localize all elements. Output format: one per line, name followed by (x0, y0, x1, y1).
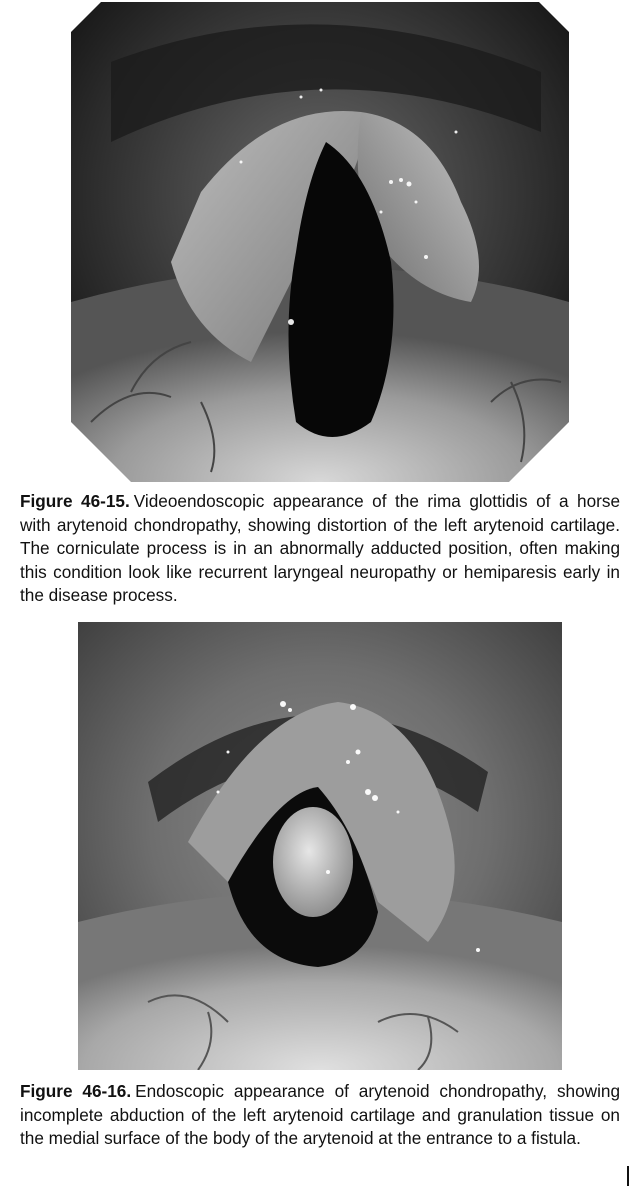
figure-caption (20, 1080, 620, 1151)
endoscopic-photo-figure-46-15 (71, 2, 569, 482)
figure-caption (20, 490, 620, 608)
margin-mark (627, 1166, 629, 1186)
caption-text: Videoendoscopic appearance of the rima glottidis of a horse with arytenoid chondropathy, showing distortion of the left arytenoid cartilage. The corniculate process is in an abnormally adducted position, often making this condition look like recurrent laryngeal neuropathy or hemiparesis early in the disease process. (20, 491, 620, 605)
endoscopic-photo-figure-46-16 (78, 622, 562, 1070)
figure-label: Figure 46-15. (20, 491, 130, 511)
larynx-endoscopy-image (71, 2, 569, 482)
caption-text: Endoscopic appearance of arytenoid chondropathy, showing incomplete abduction of the left arytenoid cartilage and granulation tissue on the medial surface of the body of the arytenoid at the entrance to a fistula. (20, 1081, 621, 1148)
larynx-endoscopy-image (78, 622, 562, 1070)
figure-label: Figure 46-16. (20, 1081, 132, 1101)
